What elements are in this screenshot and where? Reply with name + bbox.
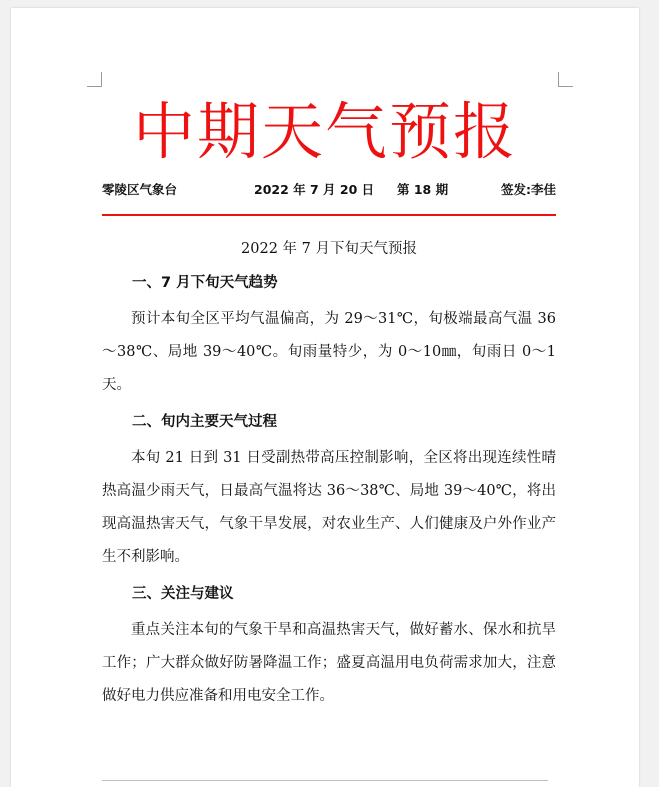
issue-number: 第 18 期 [397, 182, 449, 197]
section-heading-advice: 三、关注与建议 [132, 586, 234, 602]
document-body [102, 234, 556, 718]
margin-corner-mark-top-right [558, 72, 573, 87]
masthead-title: 中期天气预报 [132, 95, 517, 168]
signer: 签发:李佳 [501, 182, 556, 197]
issue-info-row [102, 180, 556, 200]
section-heading-trend: 一、7 月下旬天气趋势 [132, 275, 278, 291]
red-separator-line [102, 214, 556, 216]
section-heading-weather-process: 二、旬内主要天气过程 [132, 414, 277, 430]
issuing-organization: 零陵区气象台 [102, 182, 178, 197]
section-text-weather-process: 本旬 21 日到 31 日受副热带高压控制影响，全区将出现连续性晴热高温少雨天气，日最高气温将达 36～38℃、局地 39～40℃，将出现高温热害天气，气象干旱发展，对农业生产、人们健康及户外作业产生不利影响。 [102, 450, 556, 565]
issue-date: 2022 年 7 月 20 日 [254, 182, 375, 197]
section-text-advice: 重点关注本旬的气象干旱和高温热害天气，做好蓄水、保水和抗旱工作；广大群众做好防暑降温工作；盛夏高温用电负荷需求加大，注意做好电力供应准备和用电安全工作。 [102, 622, 556, 704]
page-bottom-rule [102, 780, 548, 781]
document-title: 2022 年 7 月下旬天气预报 [241, 241, 417, 257]
section-text-trend: 预计本旬全区平均气温偏高，为 29～31℃，旬极端最高气温 36～38℃、局地 39～40℃。旬雨量特少，为 0～10㎜，旬雨日 0～1 天。 [102, 311, 556, 393]
document-page [11, 8, 639, 787]
margin-corner-mark-top-left [87, 72, 102, 87]
